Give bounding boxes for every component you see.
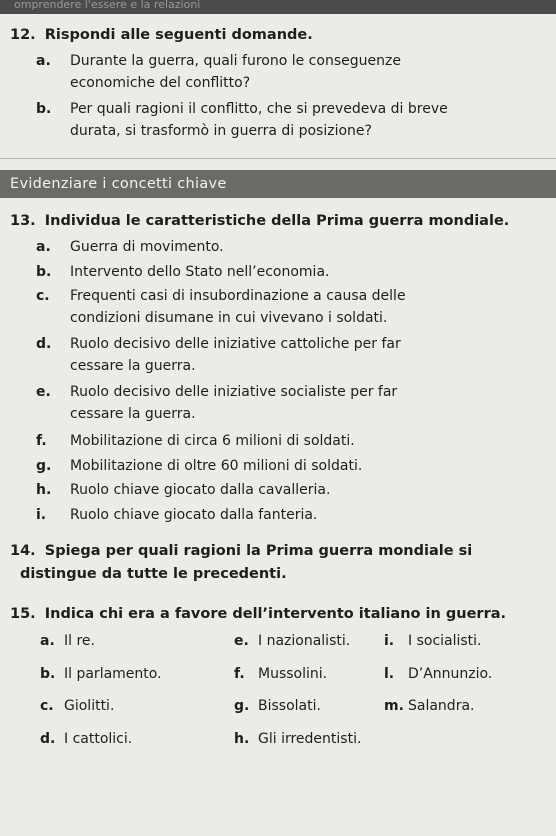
option-letter: b.: [40, 666, 56, 682]
question-number: 13.: [10, 213, 36, 229]
option-letter: a.: [40, 633, 55, 649]
option-text: Il parlamento.: [64, 666, 162, 682]
list-item: [36, 479, 540, 501]
option-item: [384, 695, 474, 717]
list-item: [36, 504, 540, 526]
item-line: Frequenti casi di insubordinazione a causa delle: [70, 288, 406, 304]
item-line: Guerra di movimento.: [70, 239, 224, 255]
question-13-title: [10, 210, 546, 232]
item-letter: b.: [36, 264, 52, 280]
item-line: durata, si trasformò in guerra di posizione?: [70, 123, 372, 139]
option-text: I cattolici.: [64, 731, 133, 747]
list-item: [36, 285, 540, 329]
item-letter: f.: [36, 433, 47, 449]
question-14-line2: distingue da tutte le precedenti.: [20, 566, 287, 582]
item-letter: c.: [36, 288, 50, 304]
option-item: [40, 695, 114, 717]
option-item: [234, 663, 327, 685]
question-14: [10, 540, 546, 562]
option-letter: d.: [40, 731, 56, 747]
list-item: [36, 381, 540, 425]
option-item: [234, 728, 361, 750]
option-item: [234, 630, 350, 652]
option-item: [384, 663, 492, 685]
item-letter: b.: [36, 101, 52, 117]
option-text: D’Annunzio.: [408, 666, 493, 682]
option-item: [40, 630, 95, 652]
option-text: Mussolini.: [258, 666, 328, 682]
option-item: [40, 663, 162, 685]
list-item: [36, 50, 540, 94]
list-item: [36, 430, 540, 452]
item-line: cessare la guerra.: [70, 358, 196, 374]
question-12-title: [10, 24, 546, 46]
option-letter: h.: [234, 731, 250, 747]
question-number: 14.: [10, 543, 36, 559]
option-letter: l.: [384, 666, 395, 682]
item-line: Mobilitazione di circa 6 milioni di soldati.: [70, 433, 355, 449]
item-line: Per quali ragioni il conflitto, che si prevedeva di breve: [70, 101, 448, 117]
top-strip: omprendere l'essere e la relazioni: [0, 0, 556, 14]
option-text: I socialisti.: [408, 633, 482, 649]
option-text: Giolitti.: [64, 698, 115, 714]
list-item: [36, 455, 540, 477]
option-letter: f.: [234, 666, 245, 682]
option-letter: g.: [234, 698, 250, 714]
question-text: Rispondi alle seguenti domande.: [44, 27, 313, 43]
item-letter: g.: [36, 458, 52, 474]
item-letter: i.: [36, 507, 47, 523]
list-item: [36, 333, 540, 377]
option-item: [384, 630, 482, 652]
question-number: 12.: [10, 27, 36, 43]
question-number: 15.: [10, 606, 36, 622]
option-item: [40, 728, 132, 750]
item-letter: h.: [36, 482, 52, 498]
section-banner: Evidenziare i concetti chiave: [0, 170, 556, 198]
item-line: economiche del conflitto?: [70, 75, 251, 91]
option-letter: c.: [40, 698, 54, 714]
option-text: Gli irredentisti.: [258, 731, 362, 747]
option-letter: i.: [384, 633, 395, 649]
item-line: Ruolo chiave giocato dalla cavalleria.: [70, 482, 331, 498]
list-item: [36, 98, 540, 142]
question-text: Spiega per quali ragioni la Prima guerra mondiale si: [44, 543, 473, 559]
section-divider: [0, 158, 556, 159]
item-line: Ruolo decisivo delle iniziative socialiste per far: [70, 384, 398, 400]
item-letter: e.: [36, 384, 51, 400]
list-item: [36, 261, 540, 283]
option-text: Salandra.: [408, 698, 475, 714]
question-15-title: [10, 603, 546, 625]
list-item: [36, 236, 540, 258]
option-letter: m.: [384, 698, 404, 714]
option-item: [234, 695, 321, 717]
item-line: Ruolo decisivo delle iniziative cattoliche per far: [70, 336, 401, 352]
item-line: cessare la guerra.: [70, 406, 196, 422]
item-line: Durante la guerra, quali furono le conseguenze: [70, 53, 401, 69]
option-text: I nazionalisti.: [258, 633, 351, 649]
item-line: Ruolo chiave giocato dalla fanteria.: [70, 507, 318, 523]
question-text: Indica chi era a favore dell’intervento italiano in guerra.: [44, 606, 507, 622]
question-text: Individua le caratteristiche della Prima guerra mondiale.: [44, 213, 510, 229]
item-letter: a.: [36, 239, 51, 255]
option-text: Bissolati.: [258, 698, 321, 714]
item-line: condizioni disumane in cui vivevano i soldati.: [70, 310, 388, 326]
item-letter: d.: [36, 336, 52, 352]
item-line: Intervento dello Stato nell’economia.: [70, 264, 330, 280]
option-text: Il re.: [64, 633, 95, 649]
option-letter: e.: [234, 633, 249, 649]
item-line: Mobilitazione di oltre 60 milioni di soldati.: [70, 458, 363, 474]
item-letter: a.: [36, 53, 51, 69]
